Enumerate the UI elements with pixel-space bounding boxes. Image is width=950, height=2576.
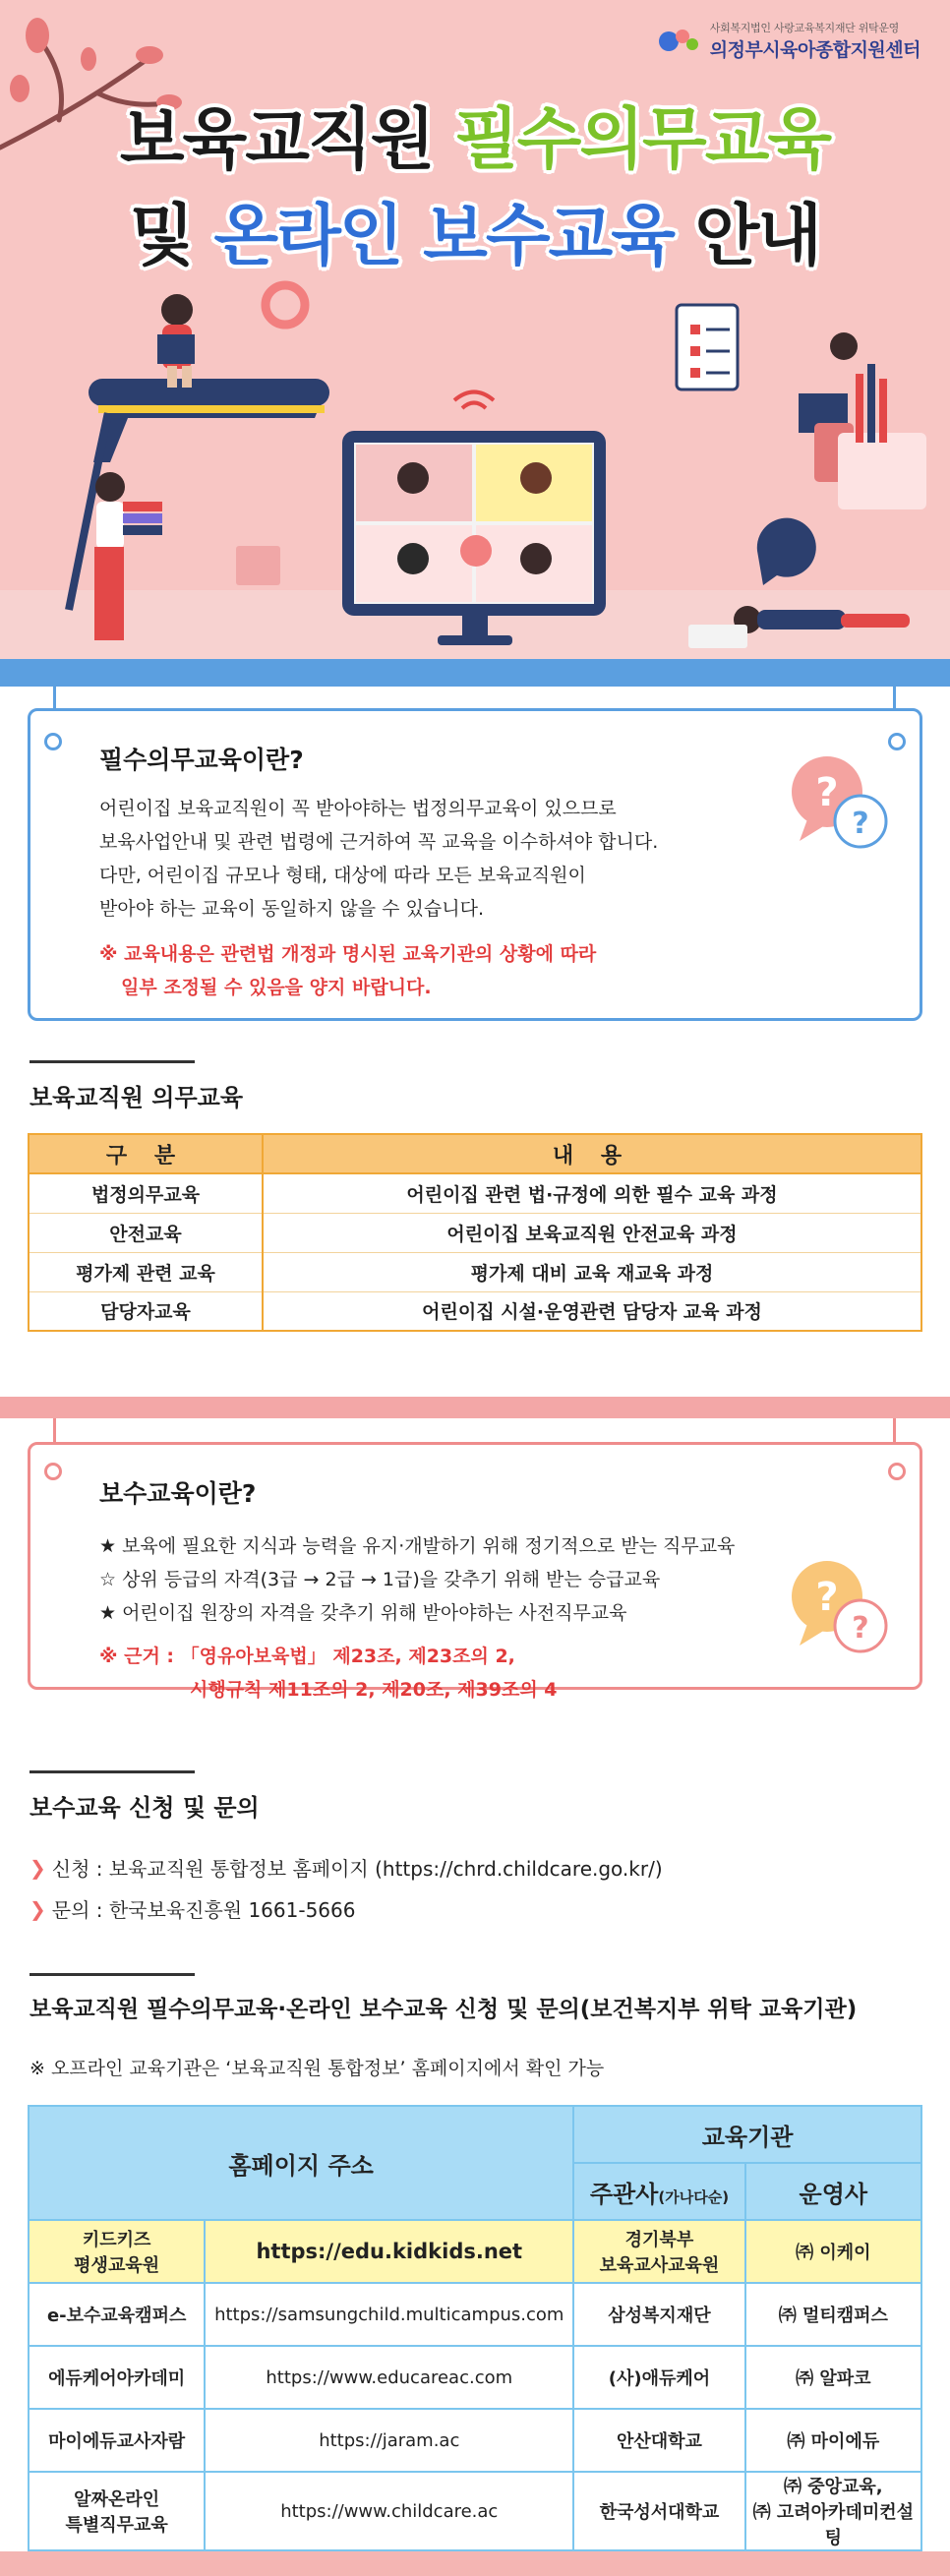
question-bubble-icon	[786, 1555, 894, 1663]
section-title-text: 보육교직원 필수의무교육·온라인 보수교육 신청 및 문의(보건복지부 위탁 교육기관)	[30, 1997, 858, 2022]
contact-info	[30, 1894, 355, 1923]
org-subtitle: 사회복지법인 사랑교육복지재단 위탁운영	[709, 22, 900, 34]
homepage-link[interactable]: https://www.educareac.com	[205, 2346, 573, 2409]
box-title: 보수교육이란?	[99, 1479, 257, 1508]
operator-name: ㈜ 이케이	[745, 2220, 921, 2283]
note-line: ※ 근거 : 「영유아보육법」 제23조, 제23조의 2,	[99, 1646, 515, 1667]
svg-text:?: ?	[852, 807, 869, 841]
table-row	[29, 2283, 921, 2346]
body-line: ☆ 상위 등급의 자격(3급 → 2급 → 1급)을 갖추기 위해 받는 승급교육	[99, 1569, 661, 1590]
institution-name: e-보수교육캠퍼스	[29, 2283, 205, 2346]
title-part: 안내	[673, 198, 820, 275]
title-highlight-blue: 온라인 보수교육	[213, 198, 674, 275]
note-line: 시행규칙 제11조의 2, 제20조, 제39조의 4	[190, 1679, 558, 1701]
table-row	[29, 2346, 921, 2409]
chevron-right-icon: ❯	[30, 1896, 46, 1921]
host-name: 한국성서대학교	[573, 2472, 744, 2550]
host-name: 안산대학교	[573, 2409, 744, 2472]
table-header: 홈페이지 주소	[29, 2106, 573, 2220]
host-name: 삼성복지재단	[573, 2283, 744, 2346]
svg-text:?: ?	[852, 1611, 869, 1646]
table-cell: 어린이집 보육교직원 안전교육 과정	[263, 1213, 921, 1252]
mandatory-education-box	[28, 708, 922, 1021]
title-part: 보육교직원	[119, 101, 454, 179]
body-line: 어린이집 보육교직원이 꼭 받아야하는 법정의무교육이 있으므로	[99, 798, 617, 819]
contact-text: 문의 : 한국보육진흥원 1661-5666	[51, 1898, 356, 1922]
continuing-education-box	[28, 1442, 922, 1701]
section-title-text: 보육교직원 의무교육	[30, 1084, 244, 1111]
wifi-icon	[454, 392, 494, 409]
apply-text[interactable]: 신청 : 보육교직원 통합정보 홈페이지 (https://chrd.childcare.go.kr/)	[51, 1857, 663, 1881]
offline-note: ※ 오프라인 교육기관은 ‘보육교직원 통합정보’ 홈페이지에서 확인 가능	[30, 2058, 605, 2079]
body-line: ★ 어린이집 원장의 자격을 갖추기 위해 받아야하는 사전직무교육	[99, 1602, 627, 1624]
table-cell: 평가제 관련 교육	[29, 1252, 263, 1291]
pink-divider	[0, 1397, 950, 1418]
svg-text:?: ?	[815, 1575, 839, 1620]
table-row	[29, 2472, 921, 2550]
institution-table	[28, 2105, 922, 2551]
table-header-row	[29, 1134, 921, 1173]
pin-icon	[44, 1463, 62, 1480]
org-logo-block	[657, 20, 920, 62]
table-cell: 안전교육	[29, 1213, 263, 1252]
institution-name: 알짜온라인 특별직무교육	[29, 2472, 205, 2550]
note-line: 일부 조정될 수 있음을 양지 바랍니다.	[121, 977, 432, 998]
table-header: 내 용	[263, 1134, 921, 1173]
pin-icon	[44, 733, 62, 750]
page-title-line1	[0, 87, 950, 182]
pin-icon	[888, 733, 906, 750]
svg-text:?: ?	[815, 770, 839, 815]
apply-info	[30, 1853, 663, 1882]
body-line: ★ 보육에 필요한 지식과 능력을 유지·개발하기 위해 정기적으로 받는 직무교육	[99, 1535, 736, 1557]
table-header: 운영사	[745, 2163, 921, 2220]
box-body	[99, 1529, 735, 1707]
table-header: 교육기관	[573, 2106, 921, 2163]
table-header-row	[29, 2106, 921, 2163]
homepage-link[interactable]: https://jaram.ac	[205, 2409, 573, 2472]
blue-divider	[0, 659, 950, 687]
chat-bubble-icon	[757, 518, 816, 585]
homepage-link[interactable]: https://www.childcare.ac	[205, 2472, 573, 2550]
table-header: 구 분	[29, 1134, 263, 1173]
section-title	[30, 1788, 260, 1823]
question-bubble-icon	[786, 750, 894, 859]
table-cell: 법정의무교육	[29, 1173, 263, 1213]
section-title	[30, 1078, 243, 1112]
operator-name: ㈜ 마이에듀	[745, 2409, 921, 2472]
note-line: ※ 교육내용은 관련법 개정과 명시된 교육기관의 상황에 따라	[99, 943, 597, 965]
table-row	[29, 1173, 921, 1213]
checklist-icon	[677, 305, 738, 389]
table-cell: 평가제 대비 교육 재교육 과정	[263, 1252, 921, 1291]
hero-banner	[0, 0, 950, 659]
person-icon	[161, 294, 193, 326]
box-body	[99, 792, 658, 1004]
title-part: 및	[130, 198, 214, 275]
table-header	[573, 2163, 744, 2220]
table-row	[29, 2409, 921, 2472]
institution-name: 마이에듀교사자람	[29, 2409, 205, 2472]
body-line: 받아야 하는 교육이 동일하지 않을 수 있습니다.	[99, 898, 485, 920]
org-logo-icon	[657, 27, 702, 56]
homepage-link[interactable]: https://samsungchild.multicampus.com	[205, 2283, 573, 2346]
body-line: 다만, 어린이집 규모나 형태, 대상에 따라 모든 보육교직원이	[99, 865, 586, 886]
org-name: 의정부시육아종합지원센터	[709, 39, 920, 61]
pin-icon	[888, 1463, 906, 1480]
mandatory-education-table	[28, 1133, 922, 1332]
host-header: 주관사	[589, 2180, 659, 2208]
table-row	[29, 1291, 921, 1331]
table-row	[29, 1252, 921, 1291]
page-title-line2	[0, 183, 950, 278]
institution-rows	[29, 2220, 921, 2550]
table-cell: 어린이집 시설·운영관련 담당자 교육 과정	[263, 1291, 921, 1331]
host-header-note: (가나다순)	[658, 2187, 730, 2206]
operator-name: ㈜ 멀티캠퍼스	[745, 2283, 921, 2346]
host-name: 경기북부 보육교사교육원	[573, 2220, 744, 2283]
table-cell: 담당자교육	[29, 1291, 263, 1331]
box-title: 필수의무교육이란?	[99, 746, 304, 774]
institution-name: 키드키즈 평생교육원	[29, 2220, 205, 2283]
host-name: (사)애듀케어	[573, 2346, 744, 2409]
table-cell: 어린이집 관련 법·규정에 의한 필수 교육 과정	[263, 1173, 921, 1213]
operator-name: ㈜ 중앙교육, ㈜ 고려아카데미컨설팅	[745, 2472, 921, 2550]
homepage-link[interactable]: https://edu.kidkids.net	[205, 2220, 573, 2283]
table-row	[29, 1213, 921, 1252]
operator-name: ㈜ 알파코	[745, 2346, 921, 2409]
donut-icon	[266, 285, 305, 325]
institution-name: 에듀케어아카데미	[29, 2346, 205, 2409]
body-line: 보육사업안내 및 관련 법령에 근거하여 꼭 교육을 이수하셔야 합니다.	[99, 831, 659, 853]
section-title-text: 보수교육 신청 및 문의	[30, 1794, 260, 1822]
section-title	[30, 1991, 857, 2023]
bottom-band	[0, 2551, 950, 2576]
chevron-right-icon: ❯	[30, 1855, 46, 1880]
title-highlight-green: 필수의무교육	[453, 101, 831, 179]
table-row	[29, 2220, 921, 2283]
